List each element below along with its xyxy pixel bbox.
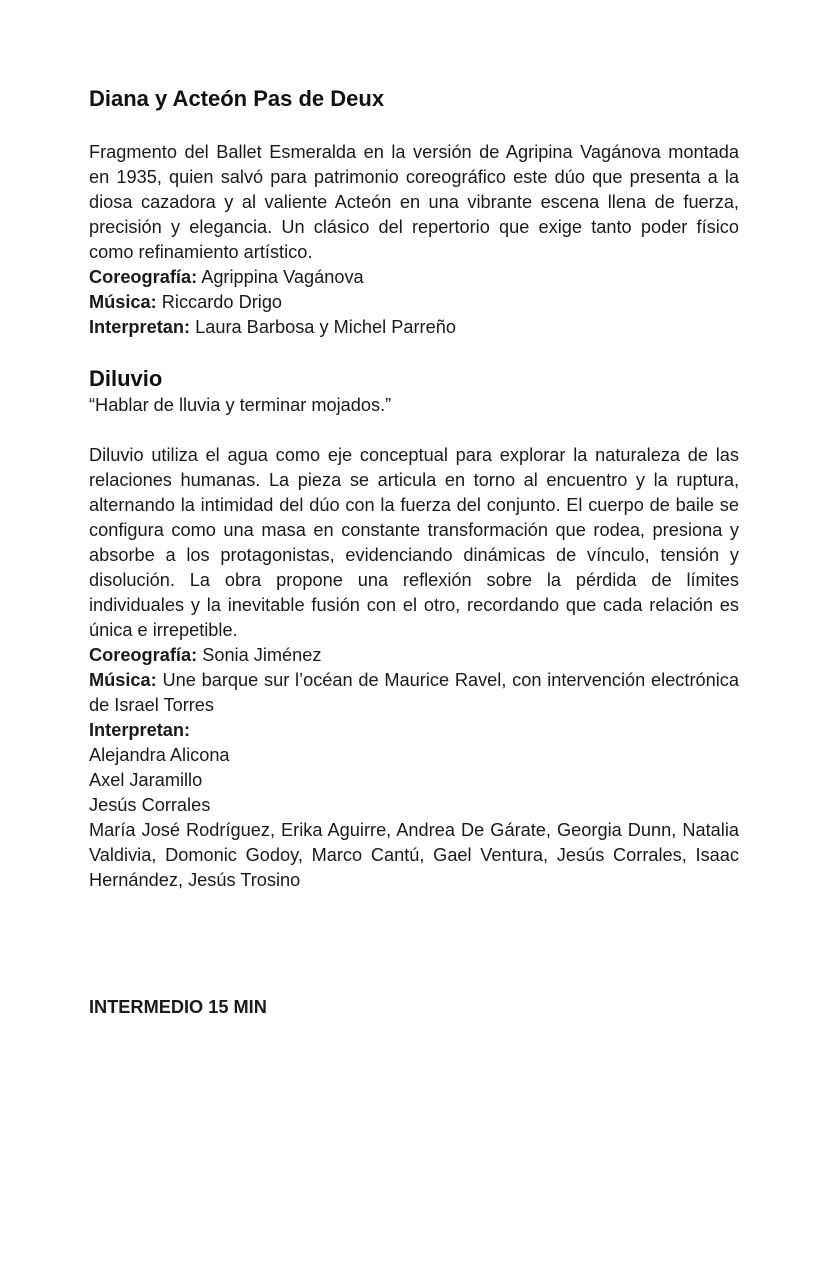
section-title-diluvio: Diluvio bbox=[89, 366, 163, 391]
performers-label-line bbox=[89, 718, 739, 743]
music-credit bbox=[89, 668, 739, 718]
choreography-credit bbox=[89, 643, 739, 668]
performer-name: Axel Jaramillo bbox=[89, 770, 203, 790]
performers-label: Interpretan: bbox=[89, 317, 191, 337]
choreography-value: Agrippina Vagánova bbox=[197, 267, 364, 287]
choreography-label: Coreografía: bbox=[89, 267, 198, 287]
program-page bbox=[89, 84, 739, 893]
section-title-diana-acteon: Diana y Acteón Pas de Deux bbox=[89, 86, 385, 111]
music-value: Une barque sur l’océan de Maurice Ravel, con intervención electrónica de Israel Torres bbox=[89, 670, 739, 715]
performers-label: Interpretan: bbox=[89, 720, 191, 740]
section-description-diluvio: Diluvio utiliza el agua como eje conceptual para explorar la naturaleza de las relaciones humanas. La pieza se articula en torno al encuentro y la ruptura, alternando la intimidad del dúo con la fuerza del conjunto. El cuerpo de baile se configura como una masa en constante transformación que rodea, presiona y absorbe a los protagonistas, evidenciando dinámicas de vínculo, tensión y disolución. La obra propone una reflexión sobre la pérdida de límites individuales y la inevitable fusión con el otro, recordando que cada relación es única e irrepetible. bbox=[89, 445, 739, 640]
music-credit bbox=[89, 290, 739, 315]
music-value: Riccardo Drigo bbox=[156, 292, 283, 312]
performer-name: Alejandra Alicona bbox=[89, 745, 230, 765]
section-description-diana-acteon: Fragmento del Ballet Esmeralda en la versión de Agripina Vagánova montada en 1935, quien salvó para patrimonio coreográfico este dúo que presenta a la diosa cazadora y al valiente Acteón en una vibrante escena llena de fuerza, precisión y elegancia. Un clásico del repertorio que exige tanto poder físico como refinamiento artístico. bbox=[89, 142, 739, 262]
intermission-notice: INTERMEDIO 15 MIN bbox=[89, 997, 267, 1017]
choreography-value: Sonia Jiménez bbox=[197, 645, 322, 665]
music-label: Música: bbox=[89, 670, 157, 690]
performers-credit bbox=[89, 315, 739, 340]
performer-name: Jesús Corrales bbox=[89, 795, 211, 815]
choreography-credit bbox=[89, 265, 739, 290]
music-label: Música: bbox=[89, 292, 157, 312]
choreography-label: Coreografía: bbox=[89, 645, 198, 665]
section-quote-diluvio: “Hablar de lluvia y terminar mojados.” bbox=[89, 395, 392, 415]
ensemble-list: María José Rodríguez, Erika Aguirre, Andrea De Gárate, Georgia Dunn, Natalia Valdivia, Domonic Godoy, Marco Cantú, Gael Ventura, Jesús Corrales, Isaac Hernández, Jesús Trosino bbox=[89, 820, 739, 890]
performers-value: Laura Barbosa y Michel Parreño bbox=[190, 317, 456, 337]
